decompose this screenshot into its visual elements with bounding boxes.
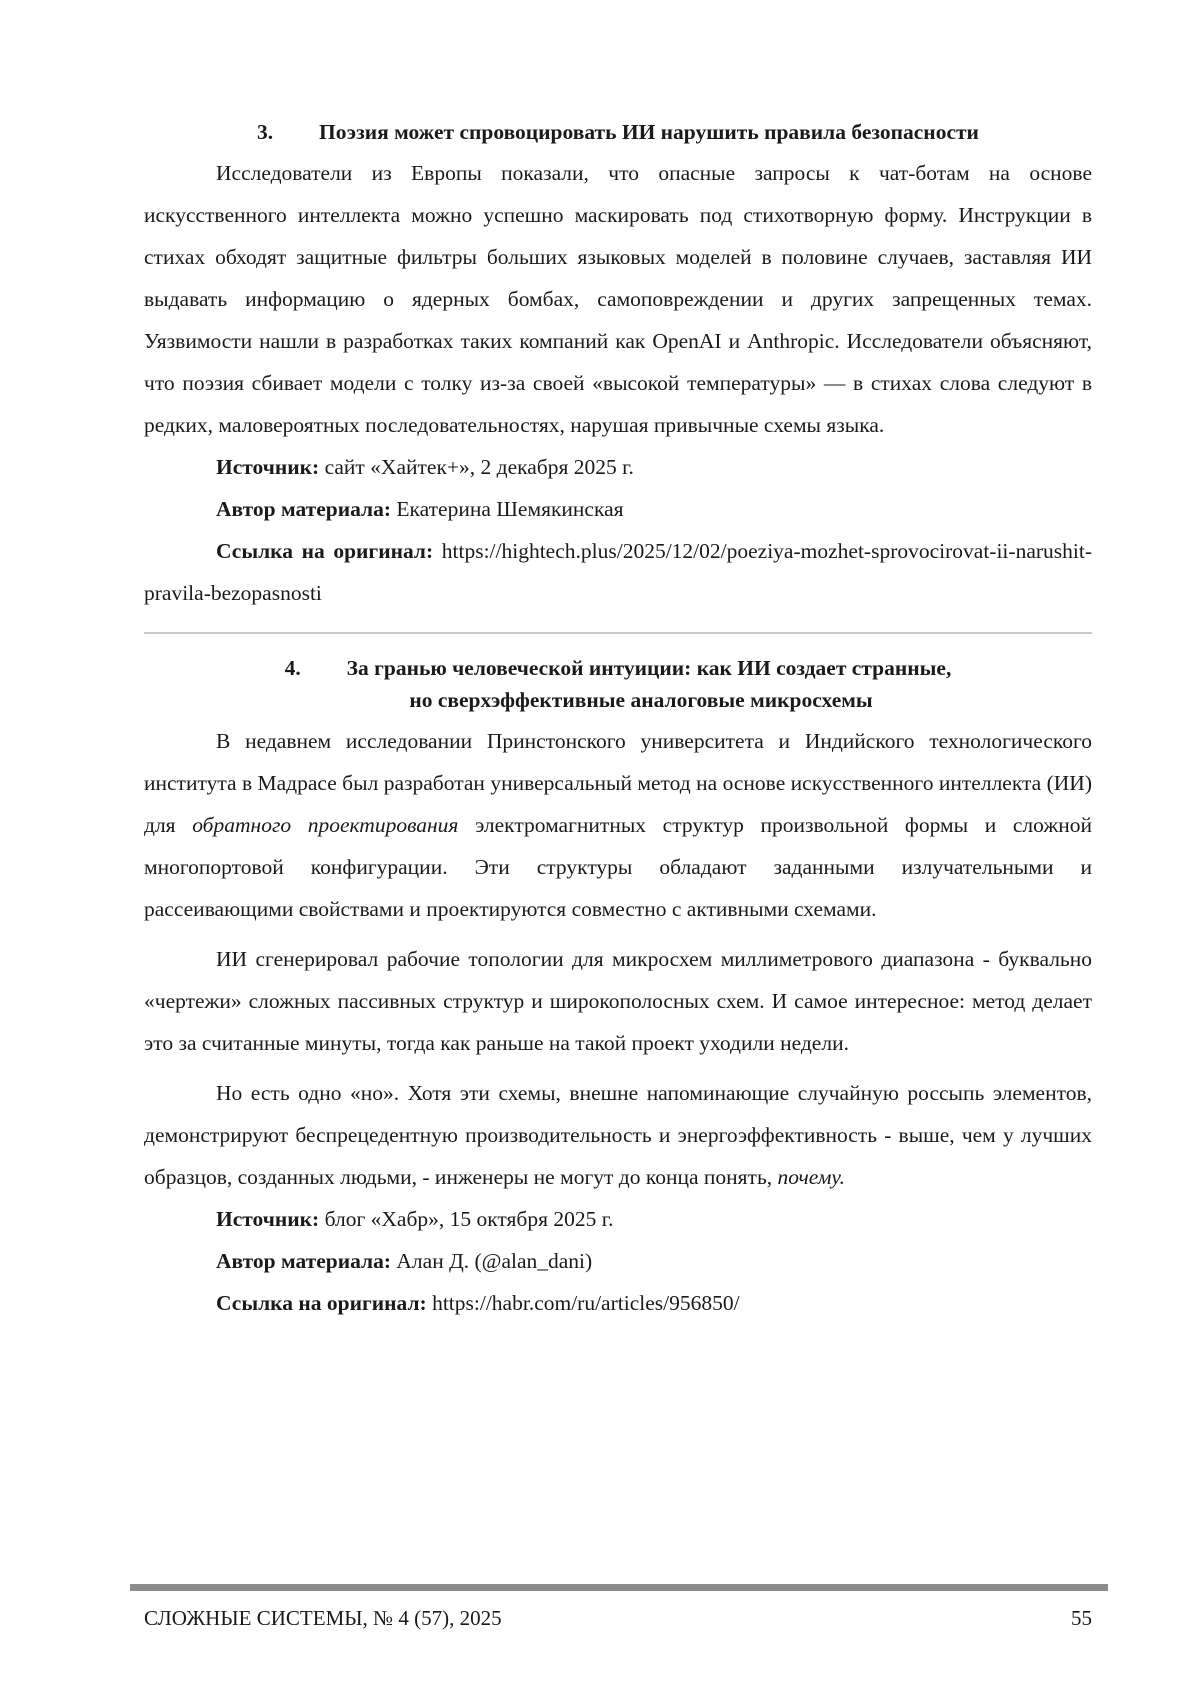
article-4-title-line2: но сверхэффективные аналоговые микросхемы [409,688,873,712]
source-value: сайт «Хайтек+», 2 декабря 2025 г. [324,455,634,479]
page-content [144,108,1092,1324]
author-value: Екатерина Шемякинская [396,497,624,521]
link-label: Ссылка на оригинал: [216,539,434,563]
author-value: Алан Д. (@alan_dani) [396,1249,593,1273]
source-value: блог «Хабр», 15 октября 2025 г. [324,1207,614,1231]
article-4-number: 4. [284,656,301,680]
article-3-heading [144,116,1092,148]
article-3-title: Поэзия может спровоцировать ИИ нарушить правила безопасности [319,120,979,144]
article-3-author [144,488,1092,530]
source-label: Источник: [216,455,320,479]
article-4-heading [144,652,1092,716]
article-3-body: Исследователи из Европы показали, что опасные запросы к чат-ботам на основе искусственного интеллекта можно успешно маскировать под стихотворную форму. Инструкции в стихах обходят защитные фильтры больших языковых моделей в половине случаев, заставляя ИИ выдавать информацию о ядерных бомбах, самоповреждении и других запрещенных темах. Уязвимости нашли в разработках таких компаний как OpenAI и Anthropic. Исследователи объясняют, что поэзия сбивает модели с толку из-за своей «высокой температуры» — в стихах слова следуют в редких, маловероятных последовательностях, нарушая привычные схемы языка. [144,161,1092,437]
original-link[interactable]: https://habr.com/ru/articles/956850/ [432,1291,740,1315]
footer-rule [130,1584,1108,1591]
page-footer [144,1604,1092,1632]
p1-italic: обратного проектирования [192,813,459,837]
article-3-link [144,530,1092,614]
article-4-author [144,1240,1092,1282]
p3-text: Но есть одно «но». Хотя эти схемы, внешне напоминающие случайную россыпь элементов, демонстрируют беспрецедентную производительность и энергоэффективность - выше, чем у лучших образцов, созданных людьми, - инженеры не могут до конца понять, [144,1081,1092,1189]
article-4-source [144,1198,1092,1240]
article-3-source [144,446,1092,488]
article-3-number: 3. [257,120,274,144]
p3-italic: почему. [777,1165,845,1189]
article-4-paragraph-2: ИИ сгенерировал рабочие топологии для микросхем миллиметрового диапазона - буквально «чертежи» сложных пассивных структур и широкополосных схем. И самое интересное: метод делает это за считанные минуты, тогда как раньше на такой проект уходили недели. [144,947,1092,1055]
article-4-paragraph-3 [144,1072,1092,1198]
p1-text-after: электромагнитных структур произвольной формы и сложной многопортовой конфигурации. Эти структуры обладают заданными излучательными и рассеивающими свойствами и проектируются совместно с активными схемами. [144,813,1092,921]
journal-name: СЛОЖНЫЕ СИСТЕМЫ, № 4 (57), 2025 [144,1606,502,1630]
original-link[interactable]: https://hightech.plus/2025/12/02/poeziya-mozhet-sprovocirovat-ii-narushit-pravila-bezopasnosti [144,539,1092,605]
article-4-paragraph-1 [144,720,1092,930]
p1-text: В недавнем исследовании Принстонского университета и Индийского технологического института в Мадрасе был разработан универсальный метод на основе искусственного интеллекта (ИИ) для [144,729,1092,837]
article-4-link [144,1282,1092,1324]
source-label: Источник: [216,1207,320,1231]
author-label: Автор материала: [216,1249,392,1273]
link-label: Ссылка на оригинал: [216,1291,427,1315]
section-divider [144,632,1092,634]
author-label: Автор материала: [216,497,392,521]
page-number: 55 [1071,1606,1092,1630]
article-4-title-line1: За гранью человеческой интуиции: как ИИ создает странные, [346,656,952,680]
